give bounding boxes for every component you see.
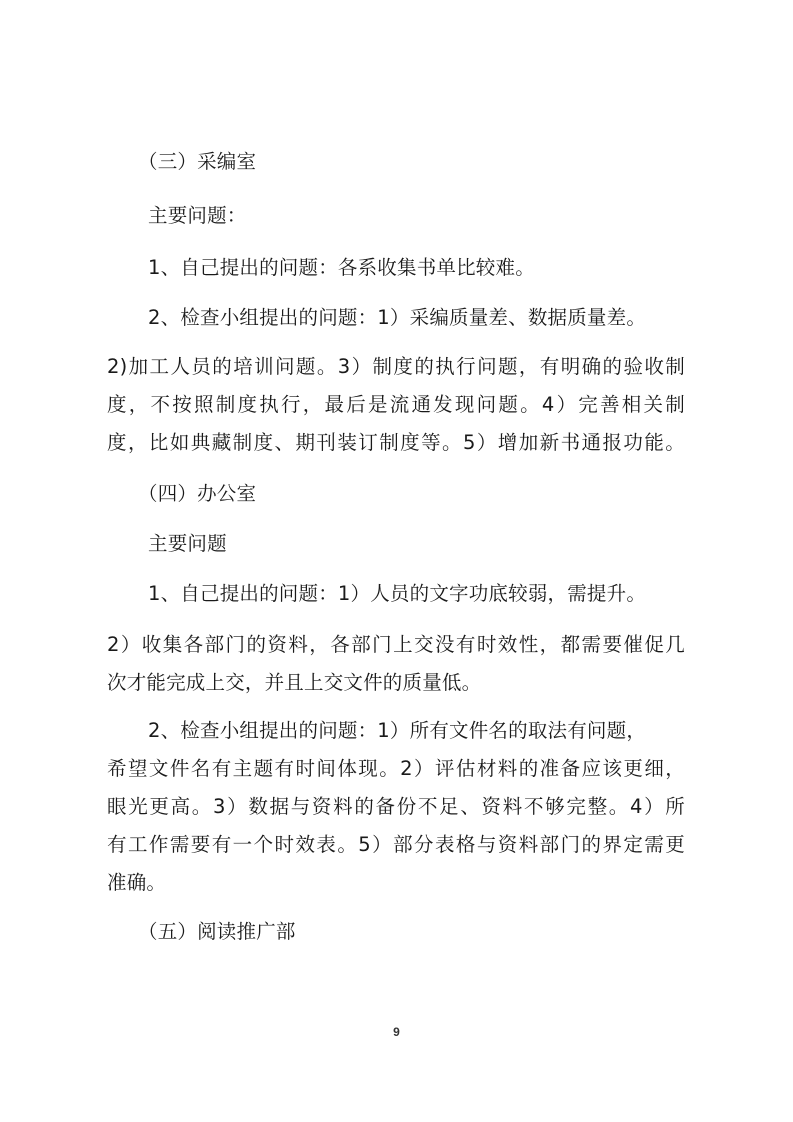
- paragraph-line: 2、检查小组提出的问题：1）采编质量差、数据质量差。: [148, 306, 647, 329]
- paragraph-line: 度，不按照制度执行，最后是流通发现问题。4）完善相关制: [107, 393, 685, 416]
- section-heading-yuedutuiguangbu: （五）阅读推广部: [138, 920, 296, 943]
- paragraph-line: 2、检查小组提出的问题：1）所有文件名的取法有问题，: [148, 719, 647, 742]
- paragraph-line: 有工作需要有一个时效表。5）部分表格与资料部门的界定需更: [107, 833, 685, 856]
- paragraph-line: 次才能完成上交，并且上交文件的质量低。: [107, 671, 482, 694]
- paragraph-line: 2）收集各部门的资料，各部门上交没有时效性，都需要催促几: [107, 633, 685, 656]
- page-number: 9: [393, 1025, 400, 1039]
- section-heading-bangongshi: （四）办公室: [138, 482, 257, 505]
- section-heading-caibianshi: （三）采编室: [138, 150, 257, 173]
- subheading-main-issues: 主要问题: [148, 532, 227, 555]
- paragraph-line: 1、自己提出的问题：各系收集书单比较难。: [148, 256, 535, 279]
- paragraph-line: 眼光更高。3）数据与资料的备份不足、资料不够完整。4）所: [107, 795, 685, 818]
- paragraph-line: 1、自己提出的问题：1）人员的文字功底较弱，需提升。: [148, 582, 647, 605]
- paragraph-line: 准确。: [107, 871, 167, 894]
- paragraph-line: 度，比如典藏制度、期刊装订制度等。5）增加新书通报功能。: [107, 431, 685, 454]
- subheading-main-issues: 主要问题：: [148, 204, 247, 227]
- paragraph-line: 2)加工人员的培训问题。3）制度的执行问题，有明确的验收制: [107, 355, 685, 378]
- paragraph-line: 希望文件名有主题有时间体现。2）评估材料的准备应该更细，: [107, 757, 685, 780]
